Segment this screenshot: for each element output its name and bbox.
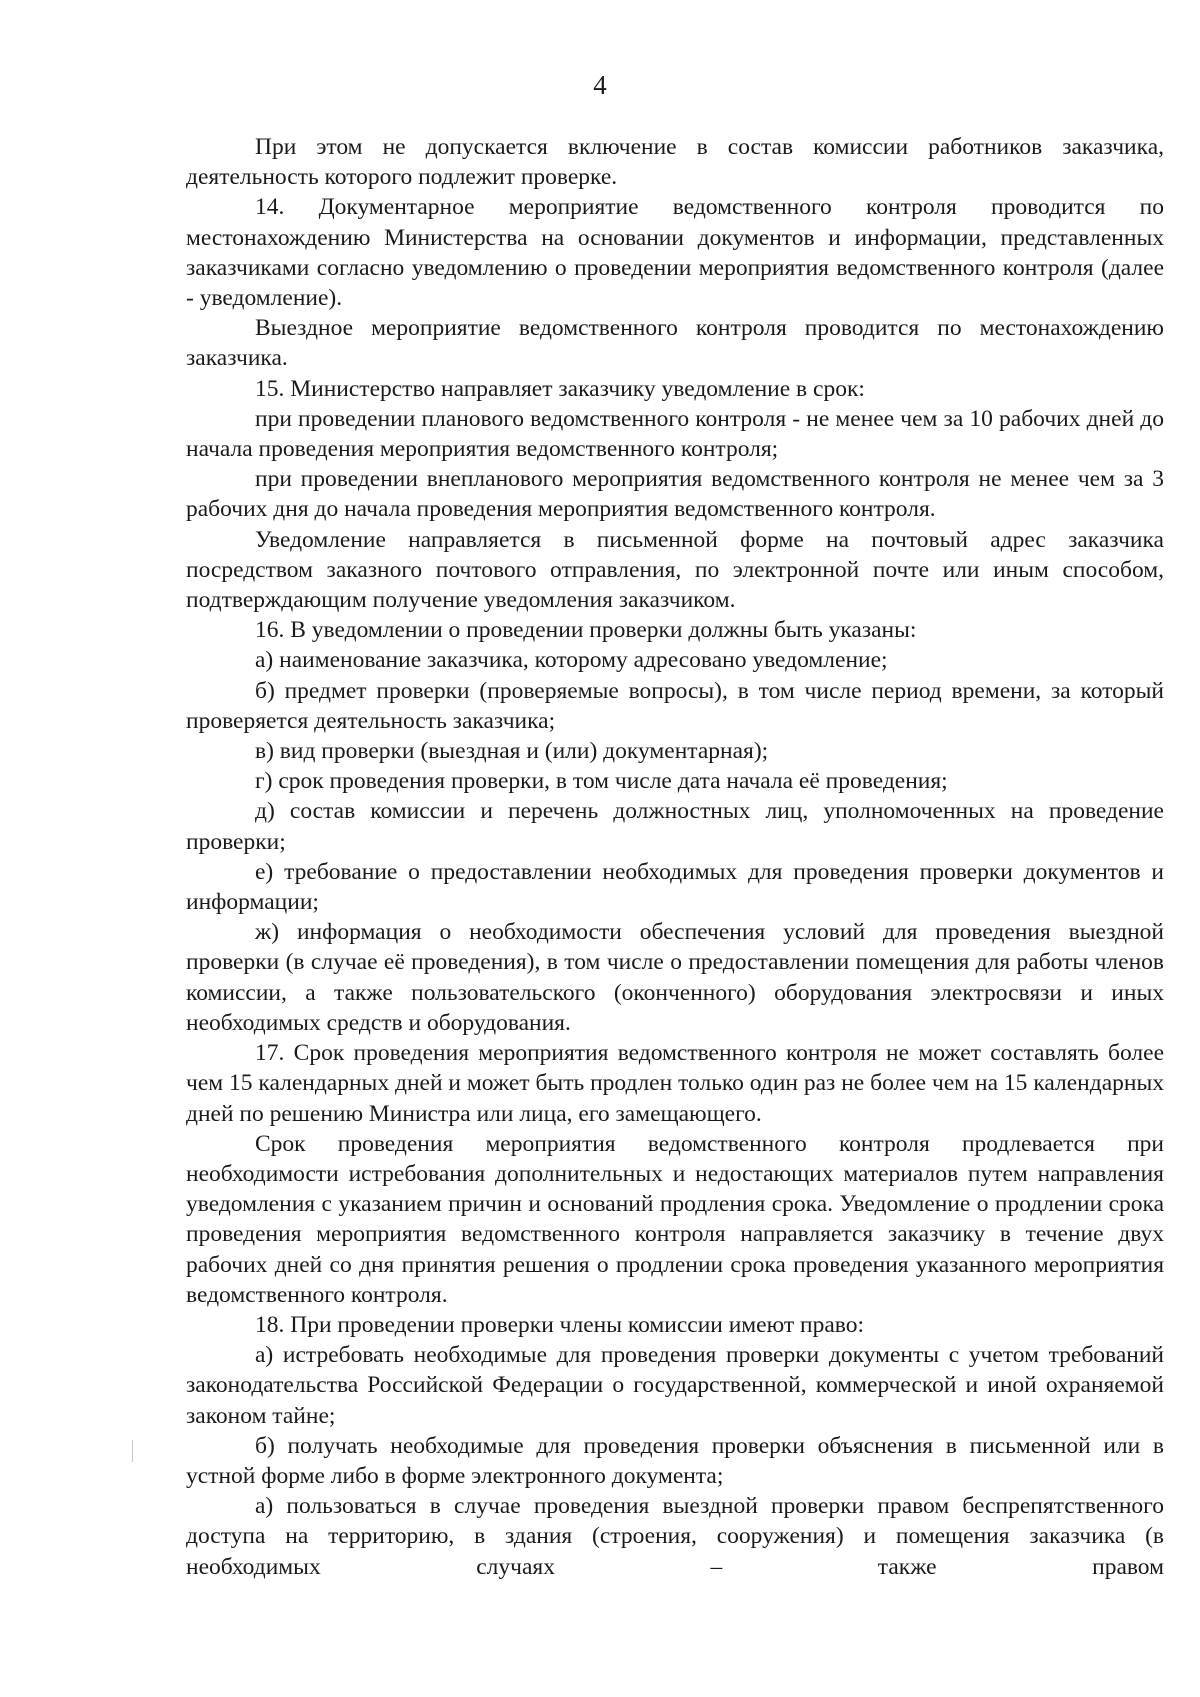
list-item: ж) информация о необходимости обеспечения условий для проведения выездной проверки (в случае её проведения), в том числе о предоставлении помещения для работы членов комиссии, а также пользовательского (оконченного) оборудования электросвязи и иных необходимых средств и оборудования. [186, 919, 1164, 1036]
paragraph: Срок проведения мероприятия ведомственного контроля продлевается при необходимости истребования дополнительных и недостающих материалов путем направления уведомления с указанием причин и оснований продления срока. Уведомление о продлении срока проведения мероприятия ведомственного контроля направляется заказчику в течение двух рабочих дней со дня принятия решения о продлении срока проведения указанного мероприятия ведомственного контроля. [186, 1130, 1164, 1308]
list-item: а) истребовать необходимые для проведения проверки документы с учетом требований законодательства Российской Федерации о государственной, коммерческой и иной охраняемой законом тайне; [186, 1342, 1164, 1429]
paragraph: при проведении планового ведомственного контроля - не менее чем за 10 рабочих дней до начала проведения мероприятия ведомственного контроля; [186, 405, 1164, 463]
paragraph-item-15: 15. Министерство направляет заказчику уведомление в срок: [255, 375, 865, 402]
page-number: 4 [593, 70, 607, 100]
document-body [186, 132, 1164, 1582]
list-item: а) пользоваться в случае проведения выездной проверки правом беспрепятственного доступа на территорию, в здания (строения, сооружения) и помещения заказчика (в необходимых случаях – также правом [186, 1493, 1164, 1580]
paragraph-item-14: 14. Документарное мероприятие ведомственного контроля проводится по местонахождению Министерства на основании документов и информации, представленных заказчиками согласно уведомлению о проведении мероприятия ведомственного контроля (далее - уведомление). [186, 194, 1164, 312]
list-item: в) вид проверки (выездная и (или) документарная); [255, 738, 769, 765]
paragraph-item-16: 16. В уведомлении о проведении проверки должны быть указаны: [255, 617, 917, 644]
paragraph: Уведомление направляется в письменной форме на почтовый адрес заказчика посредством заказного почтового отправления, по электронной почте или иным способом, подтверждающим получение уведомления заказчиком. [186, 526, 1164, 614]
list-item: г) срок проведения проверки, в том числе дата начала её проведения; [255, 768, 948, 795]
list-item: е) требование о предоставлении необходимых для проведения проверки документов и информации; [186, 858, 1164, 916]
paragraph-item-18: 18. При проведении проверки члены комиссии имеют право: [255, 1311, 864, 1338]
list-item: а) наименование заказчика, которому адресовано уведомление; [255, 647, 888, 674]
paragraph: При этом не допускается включение в состав комиссии работников заказчика, деятельность которого подлежит проверке. [186, 134, 1164, 191]
list-item: д) состав комиссии и перечень должностных лиц, уполномоченных на проведение проверки; [186, 798, 1164, 855]
list-item: б) предмет проверки (проверяемые вопросы), в том числе период времени, за который проверяется деятельность заказчика; [186, 677, 1164, 734]
paragraph: при проведении внепланового мероприятия ведомственного контроля не менее чем за 3 рабочих дня до начала проведения мероприятия ведомственного контроля. [186, 466, 1164, 523]
paragraph: Выездное мероприятие ведомственного контроля проводится по местонахождению заказчика. [186, 315, 1164, 372]
paragraph-item-17: 17. Срок проведения мероприятия ведомственного контроля не может составлять более чем 15 календарных дней и может быть продлен только один раз не более чем на 15 календарных дней по решению Министра или лица, его замещающего. [186, 1040, 1164, 1127]
list-item: б) получать необходимые для проведения проверки объяснения в письменной или в устной форме либо в форме электронного документа; [186, 1432, 1164, 1489]
scan-mark [132, 1440, 133, 1462]
